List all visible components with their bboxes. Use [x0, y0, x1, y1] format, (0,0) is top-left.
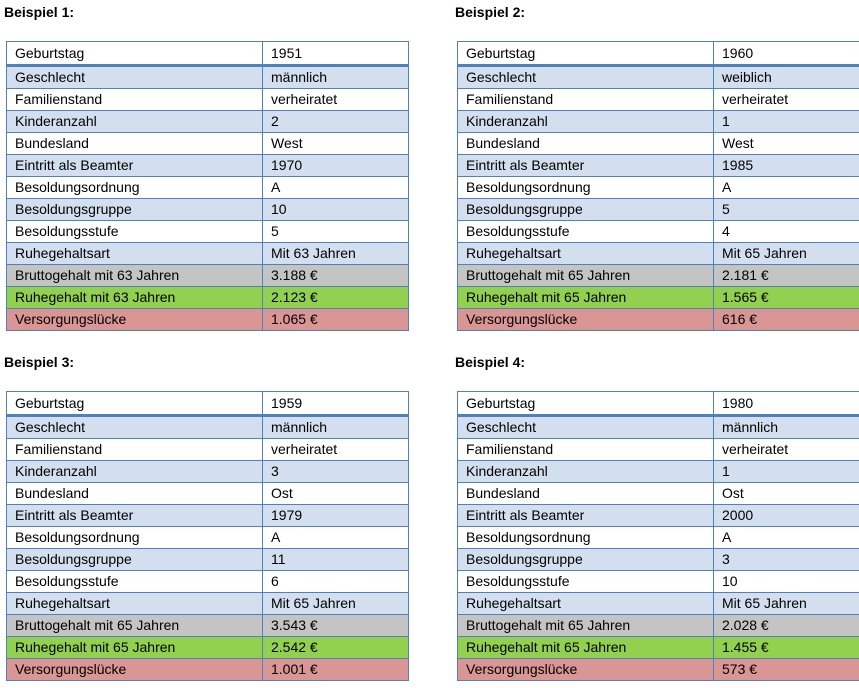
row-label: Bundesland	[7, 483, 263, 505]
example-table	[6, 41, 409, 331]
row-label: Geburtstag	[7, 42, 263, 66]
row-label: Bundesland	[458, 483, 714, 505]
row-label: Kinderanzahl	[7, 461, 263, 483]
row-label: Ruhegehalt mit 65 Jahren	[458, 287, 714, 309]
table-row	[458, 416, 859, 439]
row-value: 11	[263, 549, 409, 571]
row-label: Ruhegehalt mit 65 Jahren	[7, 637, 263, 659]
table-row	[458, 66, 859, 89]
row-value: 1980	[714, 392, 859, 416]
row-value: West	[263, 133, 409, 155]
row-value: 5	[263, 221, 409, 243]
row-value: 3	[263, 461, 409, 483]
row-value: 10	[714, 571, 859, 593]
table-row-gross-salary	[7, 265, 409, 287]
example-table	[6, 391, 409, 681]
table-row	[458, 42, 859, 66]
table-row	[7, 416, 409, 439]
table-row-pension-gap	[7, 309, 409, 331]
row-label: Geschlecht	[458, 416, 714, 439]
table-row	[458, 439, 859, 461]
row-label: Bruttogehalt mit 65 Jahren	[458, 265, 714, 287]
table-row	[7, 155, 409, 177]
row-value: 616 €	[714, 309, 859, 331]
table-row	[458, 133, 859, 155]
table-row	[7, 483, 409, 505]
table-row	[7, 549, 409, 571]
row-value: 3	[714, 549, 859, 571]
row-value: 3.188 €	[263, 265, 409, 287]
row-label: Besoldungsgruppe	[7, 199, 263, 221]
table-row	[7, 571, 409, 593]
table-row	[7, 593, 409, 615]
row-value: Mit 65 Jahren	[714, 243, 859, 265]
row-label: Bruttogehalt mit 63 Jahren	[7, 265, 263, 287]
table-row	[7, 66, 409, 89]
row-value: Mit 65 Jahren	[263, 593, 409, 615]
table-row-pension	[458, 637, 859, 659]
row-value: 3.543 €	[263, 615, 409, 637]
table-row	[458, 549, 859, 571]
row-label: Ruhegehalt mit 63 Jahren	[7, 287, 263, 309]
row-label: Familienstand	[458, 439, 714, 461]
row-value: Mit 63 Jahren	[263, 243, 409, 265]
row-value: verheiratet	[263, 89, 409, 111]
row-value: 2.123 €	[263, 287, 409, 309]
row-value: 1	[714, 111, 859, 133]
example-title: Beispiel 1:	[4, 4, 75, 20]
row-label: Versorgungslücke	[7, 309, 263, 331]
table-row-pension-gap	[458, 309, 859, 331]
row-label: Besoldungsgruppe	[458, 199, 714, 221]
row-label: Ruhegehaltsart	[7, 593, 263, 615]
row-value: 1985	[714, 155, 859, 177]
row-label: Kinderanzahl	[7, 111, 263, 133]
row-value: 2000	[714, 505, 859, 527]
table-row-pension	[7, 637, 409, 659]
row-value: 1979	[263, 505, 409, 527]
table-row	[7, 177, 409, 199]
row-label: Eintritt als Beamter	[458, 505, 714, 527]
example-table	[457, 391, 859, 681]
table-row	[458, 593, 859, 615]
row-value: A	[714, 177, 859, 199]
table-row	[458, 505, 859, 527]
row-label: Familienstand	[7, 89, 263, 111]
table-row	[458, 177, 859, 199]
row-value: 573 €	[714, 659, 859, 681]
table-row	[7, 42, 409, 66]
row-value: 1.565 €	[714, 287, 859, 309]
row-label: Besoldungsgruppe	[458, 549, 714, 571]
table-row	[458, 111, 859, 133]
row-label: Besoldungsordnung	[7, 177, 263, 199]
row-value: weiblich	[714, 66, 859, 89]
row-label: Kinderanzahl	[458, 461, 714, 483]
row-label: Besoldungsgruppe	[7, 549, 263, 571]
row-label: Geburtstag	[458, 42, 714, 66]
row-value: Ost	[714, 483, 859, 505]
example-title: Beispiel 4:	[455, 354, 526, 370]
row-label: Besoldungsordnung	[458, 177, 714, 199]
row-value: 1970	[263, 155, 409, 177]
table-row	[7, 89, 409, 111]
table-row	[7, 527, 409, 549]
row-label: Besoldungsstufe	[458, 221, 714, 243]
row-label: Ruhegehalt mit 65 Jahren	[458, 637, 714, 659]
table-row	[7, 439, 409, 461]
row-value: 1951	[263, 42, 409, 66]
table-row	[7, 243, 409, 265]
row-value: 10	[263, 199, 409, 221]
table-row	[7, 392, 409, 416]
table-row	[458, 221, 859, 243]
row-value: 2.028 €	[714, 615, 859, 637]
row-value: männlich	[263, 66, 409, 89]
table-row-gross-salary	[7, 615, 409, 637]
row-value: 6	[263, 571, 409, 593]
row-label: Bundesland	[458, 133, 714, 155]
row-label: Eintritt als Beamter	[7, 155, 263, 177]
row-value: 1959	[263, 392, 409, 416]
row-label: Geburtstag	[7, 392, 263, 416]
row-value: 2	[263, 111, 409, 133]
row-label: Besoldungsordnung	[458, 527, 714, 549]
table-row	[458, 571, 859, 593]
row-value: 2.181 €	[714, 265, 859, 287]
row-label: Geschlecht	[458, 66, 714, 89]
table-row	[458, 89, 859, 111]
row-value: verheiratet	[714, 89, 859, 111]
row-value: 2.542 €	[263, 637, 409, 659]
row-value: West	[714, 133, 859, 155]
row-label: Familienstand	[7, 439, 263, 461]
table-row	[7, 111, 409, 133]
row-label: Ruhegehaltsart	[7, 243, 263, 265]
row-label: Versorgungslücke	[7, 659, 263, 681]
table-row	[458, 392, 859, 416]
row-label: Besoldungsstufe	[7, 221, 263, 243]
row-label: Versorgungslücke	[458, 659, 714, 681]
table-row	[7, 199, 409, 221]
row-label: Familienstand	[458, 89, 714, 111]
row-value: 1960	[714, 42, 859, 66]
table-row	[458, 527, 859, 549]
row-value: 1.455 €	[714, 637, 859, 659]
row-value: 1.001 €	[263, 659, 409, 681]
table-row	[7, 505, 409, 527]
table-row-pension	[7, 287, 409, 309]
row-label: Geschlecht	[7, 66, 263, 89]
row-value: 1	[714, 461, 859, 483]
table-row-pension-gap	[458, 659, 859, 681]
row-label: Eintritt als Beamter	[7, 505, 263, 527]
row-value: 5	[714, 199, 859, 221]
table-row-gross-salary	[458, 265, 859, 287]
table-row	[458, 243, 859, 265]
row-value: verheiratet	[263, 439, 409, 461]
row-label: Eintritt als Beamter	[458, 155, 714, 177]
row-label: Besoldungsstufe	[7, 571, 263, 593]
table-row	[7, 221, 409, 243]
table-row	[458, 461, 859, 483]
table-row-pension	[458, 287, 859, 309]
row-label: Besoldungsstufe	[458, 571, 714, 593]
row-label: Geburtstag	[458, 392, 714, 416]
row-value: Mit 65 Jahren	[714, 593, 859, 615]
row-label: Versorgungslücke	[458, 309, 714, 331]
row-value: männlich	[714, 416, 859, 439]
row-label: Bundesland	[7, 133, 263, 155]
example-title: Beispiel 2:	[455, 4, 526, 20]
table-row	[7, 133, 409, 155]
example-title: Beispiel 3:	[4, 354, 75, 370]
table-row	[458, 199, 859, 221]
row-label: Geschlecht	[7, 416, 263, 439]
row-value: A	[714, 527, 859, 549]
row-value: A	[263, 527, 409, 549]
row-label: Besoldungsordnung	[7, 527, 263, 549]
table-row-gross-salary	[458, 615, 859, 637]
row-label: Bruttogehalt mit 65 Jahren	[7, 615, 263, 637]
example-table	[457, 41, 859, 331]
table-row	[7, 461, 409, 483]
row-label: Kinderanzahl	[458, 111, 714, 133]
row-value: verheiratet	[714, 439, 859, 461]
row-value: 1.065 €	[263, 309, 409, 331]
row-value: 4	[714, 221, 859, 243]
table-row-pension-gap	[7, 659, 409, 681]
row-value: A	[263, 177, 409, 199]
row-label: Ruhegehaltsart	[458, 243, 714, 265]
row-value: männlich	[263, 416, 409, 439]
row-value: Ost	[263, 483, 409, 505]
table-row	[458, 483, 859, 505]
row-label: Ruhegehaltsart	[458, 593, 714, 615]
table-row	[458, 155, 859, 177]
row-label: Bruttogehalt mit 65 Jahren	[458, 615, 714, 637]
